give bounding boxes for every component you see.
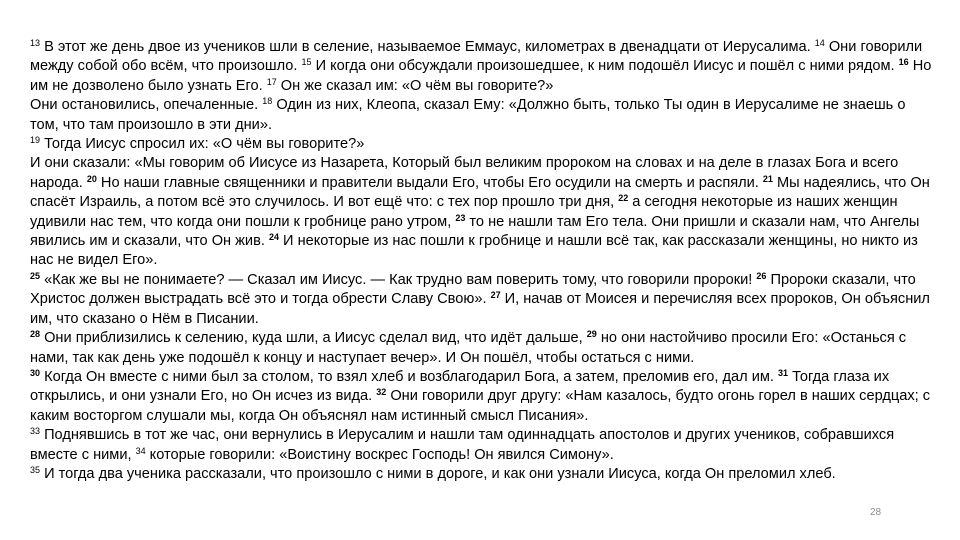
verse-text: Когда Он вместе с ними был за столом, то взял хлеб и возблагодарил Бога, а затем, преломив его, дал им. — [40, 368, 779, 385]
verse-number: 28 — [30, 329, 41, 340]
paragraph — [30, 135, 935, 154]
verse-text: И когда они обсуждали произошедшее, к ним подошёл Иисус и пошёл с ними рядом. — [311, 58, 899, 75]
verse-text: Он же сказал им: «О чём вы говорите?» — [276, 77, 554, 94]
verse-text: И тогда два ученика рассказали, что произошло с ними в дороге, и как они узнали Иисуса, когда Он преломил хлеб. — [40, 465, 836, 482]
verse-text: но они настойчиво просили Его: «Останься с нами, так как день уже подошёл к концу и наступает вечер». И Он пошёл, чтобы остаться с ними. — [30, 330, 907, 366]
verse-text: Пророки сказали, что Христос должен выстрадать всё это и тогда обрести Славу Свою». — [30, 271, 916, 308]
verse-number: 13 — [30, 38, 41, 48]
paragraph — [30, 329, 935, 368]
verse-number: 17 — [266, 76, 277, 87]
verse-number: 27 — [490, 290, 501, 301]
verse-text: Они остановились, опечаленные. — [30, 97, 263, 114]
verse-text: Один из них, Клеопа, сказал Ему: «Должно быть, только Ты один в Иерусалиме не знаешь о том, что там произошло в эти дни». — [30, 97, 906, 133]
verse-number: 29 — [586, 329, 597, 340]
verse-number: 19 — [30, 135, 41, 146]
verse-number: 24 — [268, 232, 279, 243]
verse-text: И, начав от Моисея и перечисляя всех пророков, Он объяснил им, что сказано о Нём в Писании. — [30, 291, 930, 327]
verse-number: 31 — [778, 367, 789, 378]
verse-text: Они говорили друг другу: «Нам казалось, будто огонь горел в наших сердцах; с каким восторгом слушали мы, когда Он объяснял нам истинный смысл Писания». — [30, 388, 931, 424]
verse-number: 15 — [301, 57, 312, 68]
verse-number: 34 — [135, 445, 146, 456]
verse-text: которые говорили: «Воистину воскрес Господь! Он явился Симону». — [145, 446, 614, 463]
paragraph — [30, 426, 935, 465]
paragraph — [30, 96, 935, 135]
verse-text: Поднявшись в тот же час, они вернулись в Иерусалим и нашли там одиннадцать апостолов и других учеников, собравшихся вместе с ними, — [30, 427, 895, 463]
verse-number: 16 — [898, 57, 909, 68]
verse-text: И они сказали: «Мы говорим об Иисусе из Назарета, Который был великим пророком на словах и на деле в глазах Бога и всего народа. — [30, 155, 899, 191]
verse-text: Но им не дозволено было узнать Его. — [30, 58, 932, 94]
verse-text: Они приблизились к селению, куда шли, а Иисус сделал вид, что идёт дальше, — [40, 330, 587, 347]
verse-number: 22 — [618, 193, 629, 204]
verse-text: а сегодня некоторые из наших женщин удивили нас тем, что когда они пошли к гробнице рано утром, — [30, 194, 898, 230]
paragraph — [30, 368, 935, 426]
verse-number: 20 — [86, 173, 97, 184]
verse-number: 30 — [30, 367, 41, 378]
verse-number: 26 — [756, 270, 767, 281]
verse-text: Мы надеялись, что Он спасёт Израиль, а потом всё это случилось. И вот ещё что: с тех пор прошло три дня, — [30, 174, 930, 211]
verse-text: В этот же день двое из учеников шли в селение, называемое Еммаус, километрах в двенадцати от Иерусалима. — [40, 39, 815, 55]
paragraph — [30, 154, 935, 270]
verse-text: Они говорили между собой обо всём, что произошло. — [30, 39, 923, 75]
verse-text: Тогда Иисус спросил их: «О чём вы говорите?» — [40, 136, 365, 153]
scripture-text — [30, 38, 935, 484]
verse-text: Но наши главные священники и правители выдали Его, чтобы Его осудили на смерть и распяли. — [96, 174, 763, 191]
paragraph — [30, 465, 935, 484]
verse-number: 33 — [30, 426, 41, 437]
verse-text: «Как же вы не понимаете? — Сказал им Иисус. — Как трудно вам поверить тому, что говорили пророки! — [40, 271, 757, 288]
verse-number: 35 — [30, 464, 41, 475]
verse-number: 18 — [262, 96, 273, 107]
paragraph — [30, 271, 935, 329]
verse-number: 25 — [30, 270, 41, 281]
verse-number: 14 — [814, 38, 825, 48]
verse-text: И некоторые из нас пошли к гробнице и нашли всё так, как рассказали женщины, но никто из нас не видел Его». — [30, 233, 918, 269]
verse-number: 23 — [455, 212, 466, 223]
verse-number: 32 — [376, 387, 387, 398]
verse-text: то не нашли там Его тела. Они пришли и сказали нам, что Ангелы явились им и сказали, что Он жив. — [30, 213, 920, 250]
verse-text: Тогда глаза их открылись, и они узнали Его, но Он исчез из вида. — [30, 368, 890, 405]
paragraph — [30, 38, 935, 96]
page-number: 28 — [870, 507, 882, 518]
verse-number: 21 — [762, 173, 773, 184]
